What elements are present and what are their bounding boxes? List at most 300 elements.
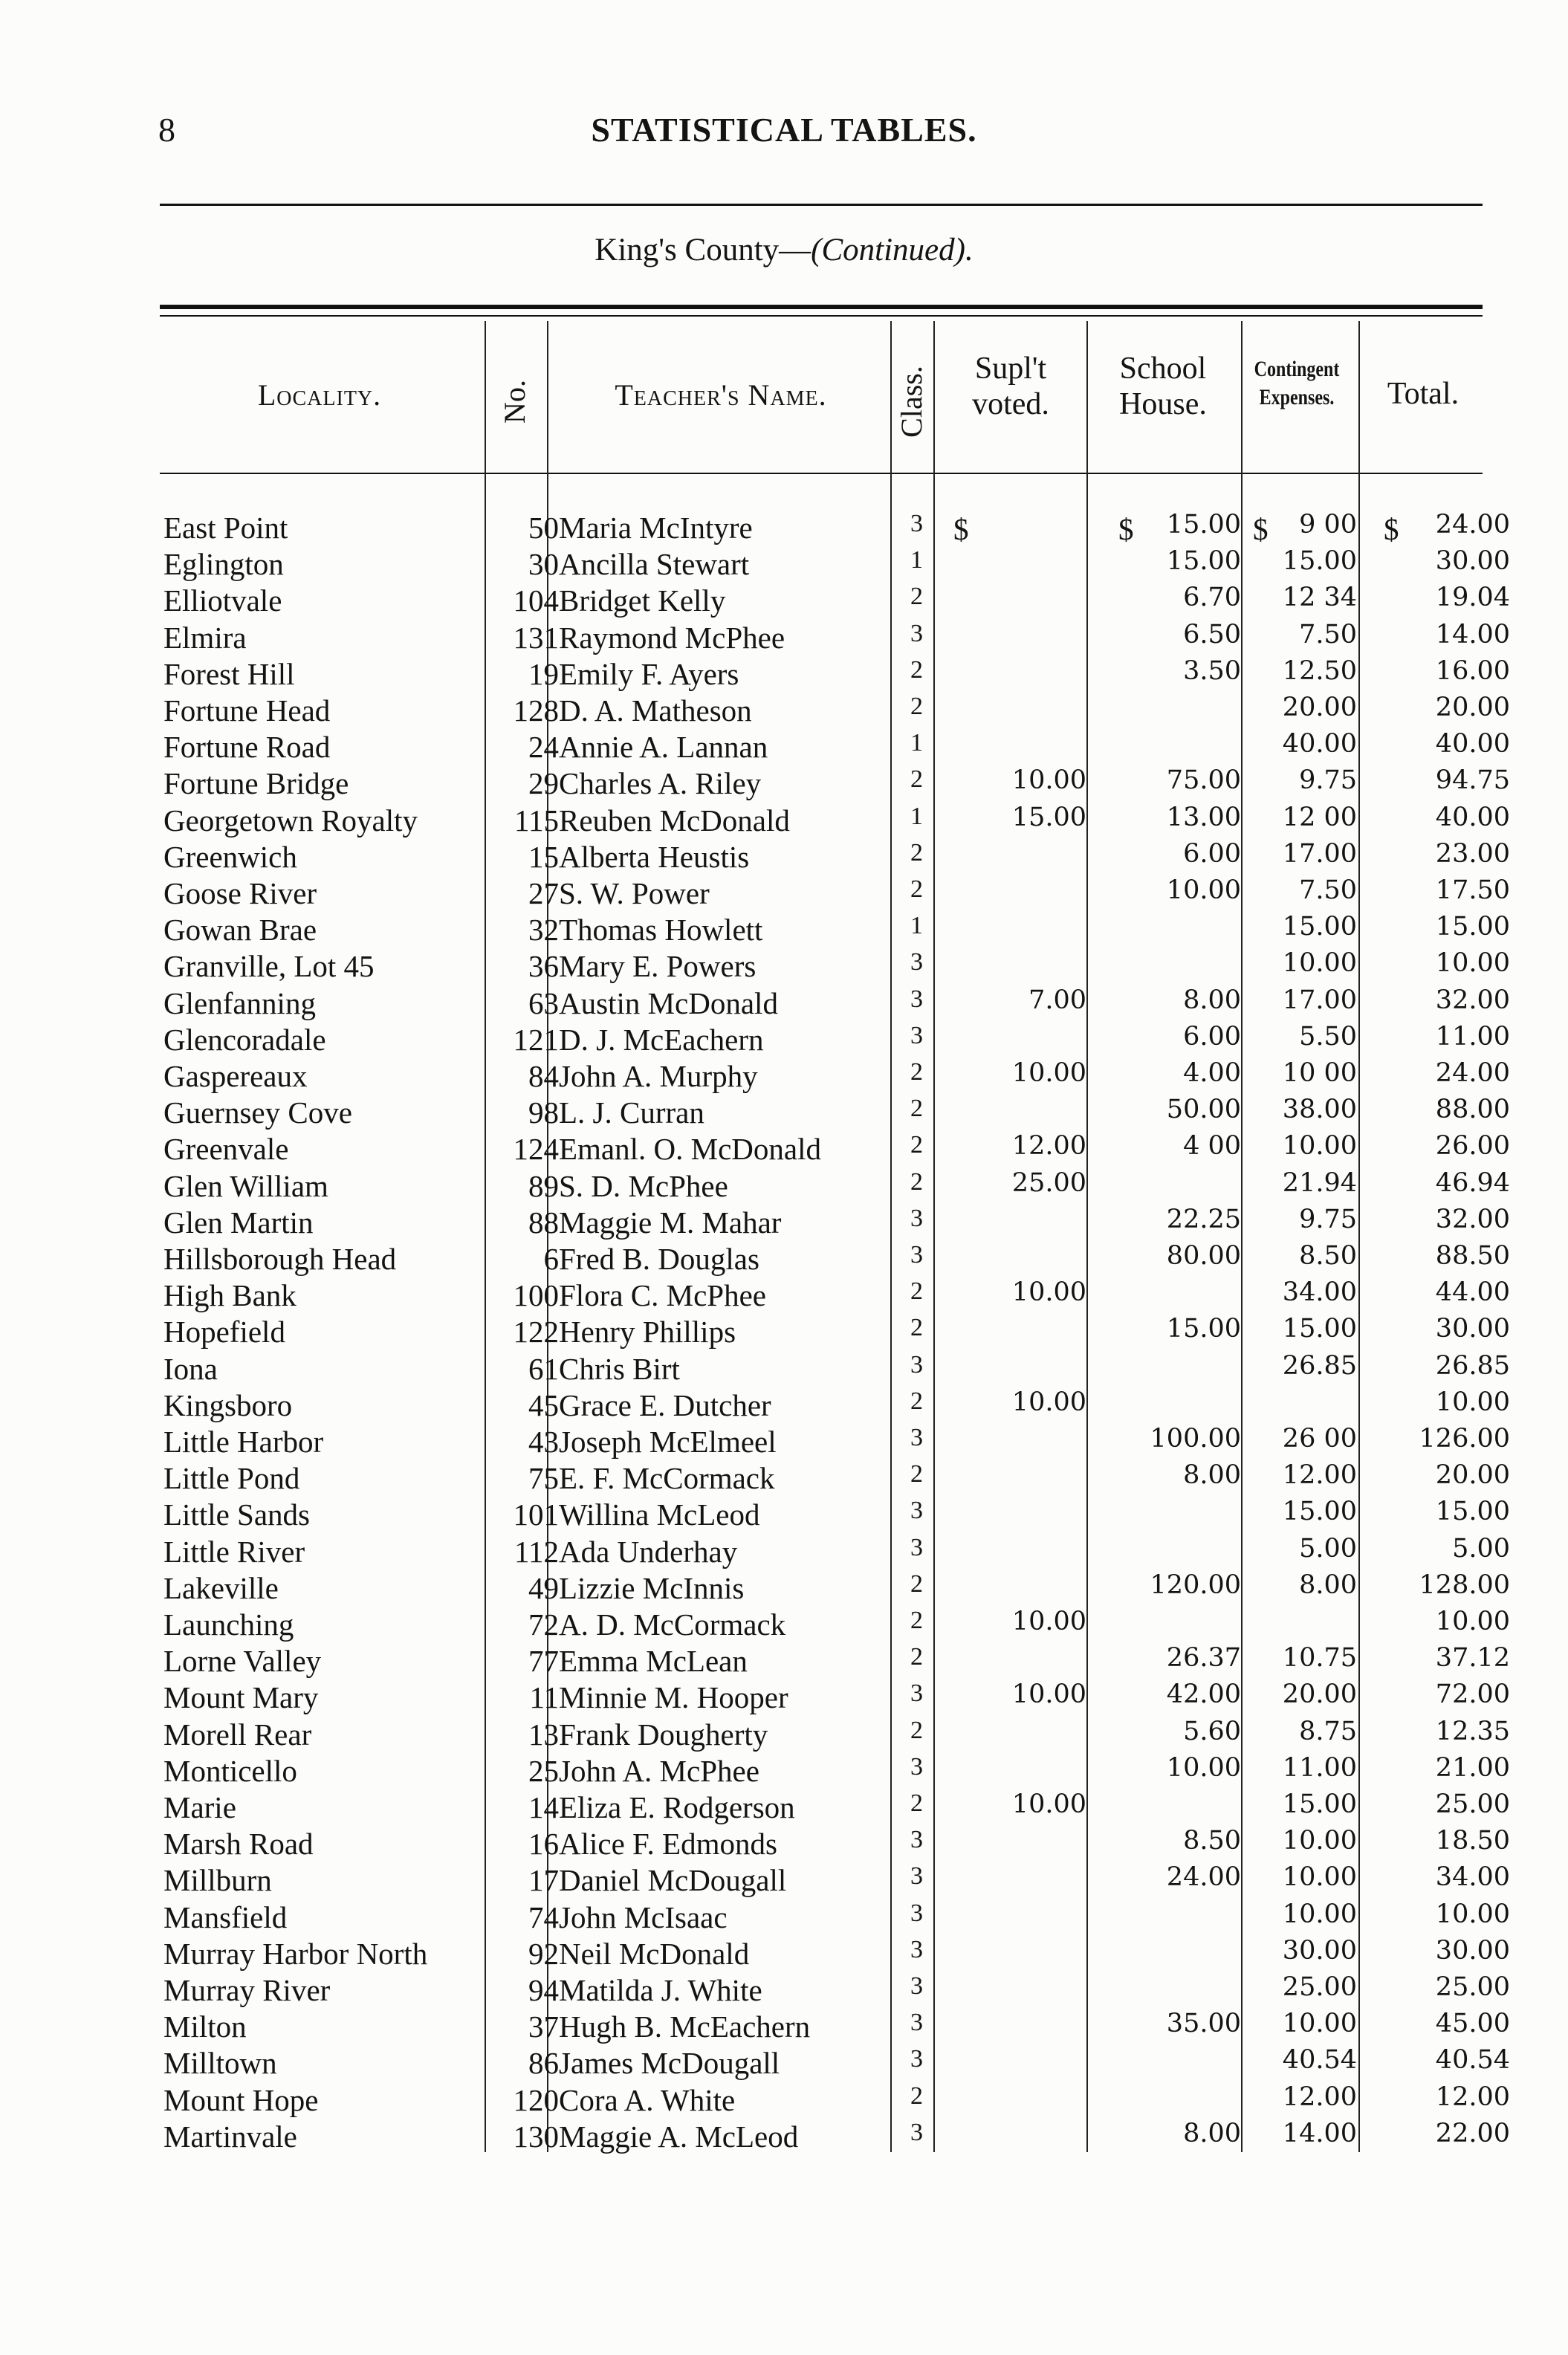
class-cell: 3 (910, 1972, 923, 2000)
number-cell: 37 (528, 2009, 559, 2044)
table-row (0, 1351, 1568, 1387)
total-dollar-sign: $ (1384, 512, 1399, 546)
total-cell: 30.00 (1435, 546, 1510, 577)
class-cell: 3 (910, 1424, 923, 1451)
teacher-name-cell: D. J. McEachern (559, 1022, 764, 1057)
class-cell: 3 (910, 1533, 923, 1561)
table-row (0, 510, 1568, 546)
total-cell: 40.00 (1435, 729, 1510, 759)
teacher-name-cell: Ancilla Stewart (559, 547, 750, 582)
teacher-name-cell: Maggie A. McLeod (559, 2119, 799, 2154)
table-row (0, 765, 1568, 802)
teacher-name-cell: Alberta Heustis (559, 839, 750, 874)
contingent-expenses-cell: 9.75 (1299, 1204, 1357, 1234)
number-cell: 77 (528, 1644, 559, 1679)
number-cell: 15 (528, 839, 559, 874)
total-cell: 30.00 (1435, 1314, 1510, 1344)
school-house-cell: 50.00 (1166, 1095, 1241, 1125)
suplt-voted-cell: 10.00 (1011, 765, 1086, 796)
school-house-cell: 15.00 (1166, 546, 1241, 577)
teacher-name-cell: Hugh B. McEachern (559, 2009, 811, 2044)
number-cell: 25 (528, 1753, 559, 1788)
teacher-name-cell: Chris Birt (559, 1351, 680, 1386)
contingent-expenses-cell: 38.00 (1282, 1095, 1357, 1125)
number-cell: 49 (528, 1570, 559, 1605)
locality-cell: Mansfield (163, 1899, 288, 1934)
suplt-voted-cell: 10.00 (1011, 1607, 1086, 1636)
teacher-name-cell: Maggie M. Mahar (559, 1205, 782, 1240)
header-no: No. (497, 379, 531, 424)
number-cell: 19 (528, 656, 559, 691)
teacher-name-cell: L. J. Curran (559, 1095, 704, 1130)
total-cell: 10.00 (1435, 1899, 1510, 1929)
contingent-expenses-cell: 12 34 (1282, 583, 1357, 613)
class-cell: 3 (910, 948, 923, 976)
suplt-voted-cell: 12.00 (1011, 1131, 1086, 1162)
teacher-name-cell: Joseph McElmeel (559, 1425, 777, 1459)
contingent-expenses-cell: 10.00 (1282, 948, 1357, 979)
page-title: STATISTICAL TABLES. (591, 111, 977, 149)
header-double-rule-bottom (160, 315, 1483, 317)
total-cell: 44.00 (1435, 1277, 1510, 1308)
class-cell: 3 (910, 1241, 923, 1269)
table-row (0, 1387, 1568, 1424)
number-cell: 11 (529, 1680, 559, 1715)
table-row (0, 620, 1568, 656)
locality-cell: Lakeville (163, 1570, 279, 1605)
number-cell: 17 (528, 1863, 559, 1898)
contingent-expenses-cell: 12 00 (1282, 802, 1357, 832)
class-cell: 1 (910, 729, 923, 757)
school-house-cell: 42.00 (1166, 1679, 1241, 1710)
class-cell: 2 (910, 1716, 923, 1744)
locality-cell: Murray River (163, 1973, 331, 2007)
suplt-voted-cell: 25.00 (1011, 1167, 1086, 1198)
class-cell: 2 (910, 838, 923, 866)
school-house-cell: 4.00 (1183, 1058, 1241, 1088)
teacher-name-cell: Minnie M. Hooper (559, 1680, 788, 1715)
contingent-expenses-cell: 15.00 (1282, 1789, 1357, 1819)
total-cell: 10.00 (1435, 1387, 1510, 1417)
header-locality: Locality. (257, 378, 382, 412)
contingent-expenses-cell: 34.00 (1282, 1277, 1357, 1308)
class-cell: 2 (910, 1131, 923, 1159)
number-cell: 130 (513, 2119, 559, 2154)
school-house-cell: 13.00 (1166, 802, 1241, 832)
contingent-expenses-cell: 40.54 (1282, 2045, 1357, 2076)
contingent-expenses-cell: 8.75 (1299, 1716, 1357, 1746)
teacher-name-cell: Daniel McDougall (559, 1863, 787, 1898)
total-cell: 24.00 (1435, 1058, 1510, 1088)
number-cell: 88 (528, 1205, 559, 1240)
class-cell: 3 (910, 1752, 923, 1781)
locality-cell: Greenwich (163, 839, 297, 874)
total-cell: 20.00 (1435, 693, 1510, 722)
table-row (0, 1826, 1568, 1862)
contingent-expenses-cell: 15.00 (1282, 546, 1357, 577)
contingent-expenses-cell: 17.00 (1282, 838, 1357, 869)
class-cell: 2 (910, 1167, 923, 1196)
locality-cell: Mount Mary (163, 1680, 319, 1715)
contingent-expenses-cell: 20.00 (1282, 1679, 1357, 1710)
table-row (0, 1460, 1568, 1497)
class-cell: 2 (910, 655, 923, 684)
number-cell: 122 (513, 1315, 559, 1350)
total-cell: 24.00 (1435, 510, 1510, 540)
school-house-cell: 8.00 (1183, 2118, 1241, 2148)
locality-cell: Forest Hill (163, 656, 295, 691)
teacher-name-cell: John McIsaac (559, 1899, 728, 1934)
number-cell: 32 (528, 913, 559, 947)
total-cell: 26.00 (1435, 1131, 1510, 1162)
header-school-house: School House. (1119, 352, 1207, 421)
school-house-cell: 35.00 (1166, 2009, 1241, 2039)
teacher-name-cell: Matilda J. White (559, 1973, 762, 2007)
school-house-cell: 6.70 (1183, 583, 1241, 613)
class-cell: 2 (910, 875, 923, 903)
school-house-cell: 6.00 (1183, 838, 1241, 869)
class-cell: 2 (910, 1607, 923, 1634)
locality-cell: Glen Martin (163, 1205, 314, 1240)
teacher-name-cell: S. W. Power (559, 876, 710, 910)
total-cell: 11.00 (1435, 1021, 1510, 1052)
total-cell: 18.50 (1435, 1826, 1510, 1856)
number-cell: 6 (543, 1242, 559, 1276)
table-row (0, 1277, 1568, 1314)
contingent-expenses-cell: 8.50 (1299, 1241, 1357, 1271)
class-cell: 2 (910, 583, 923, 611)
class-cell: 3 (910, 1021, 923, 1049)
header-no-wrap (485, 349, 544, 453)
suplt-voted-cell: 10.00 (1011, 1277, 1086, 1308)
number-cell: 16 (528, 1827, 559, 1862)
number-cell: 29 (528, 766, 559, 801)
suplt-voted-cell: 15.00 (1011, 802, 1086, 832)
contingent-expenses-cell: 12.00 (1282, 2082, 1357, 2112)
table-row (0, 912, 1568, 948)
total-cell: 30.00 (1435, 1935, 1510, 1966)
number-cell: 112 (514, 1534, 559, 1569)
school-house-cell: 6.50 (1183, 619, 1241, 650)
contingent-expenses-cell: 14.00 (1282, 2118, 1357, 2148)
total-cell: 14.00 (1435, 619, 1510, 650)
teacher-name-cell: S. D. McPhee (559, 1168, 728, 1203)
number-cell: 86 (528, 2046, 559, 2081)
header-suplt-voted: Supl't voted. (972, 352, 1049, 421)
table-row (0, 1899, 1568, 1936)
contingent-expenses-cell: 15.00 (1282, 1314, 1357, 1344)
locality-cell: Murray Harbor North (163, 1936, 428, 1971)
locality-cell: East Point (163, 511, 288, 545)
table-row (0, 1789, 1568, 1826)
class-cell: 3 (910, 1862, 923, 1891)
contingent-expenses-cell: 20.00 (1282, 693, 1357, 722)
teacher-name-cell: Maria McIntyre (559, 511, 753, 545)
locality-cell: Millburn (163, 1863, 272, 1898)
number-cell: 84 (528, 1059, 559, 1093)
contingent-expenses-cell: 10 00 (1282, 1058, 1357, 1088)
locality-cell: Guernsey Cove (163, 1095, 352, 1130)
table-row (0, 1022, 1568, 1058)
school-house-cell: 10.00 (1166, 875, 1241, 905)
teacher-name-cell: Neil McDonald (559, 1936, 750, 1971)
total-cell: 128.00 (1419, 1570, 1510, 1600)
class-cell: 3 (910, 1935, 923, 1963)
table-row (0, 1570, 1568, 1607)
contingent-expenses-cell: 7.50 (1299, 619, 1357, 650)
table-row (0, 1314, 1568, 1350)
total-cell: 40.00 (1435, 802, 1510, 832)
total-cell: 37.12 (1435, 1643, 1510, 1674)
contingent-expenses-cell: 10.00 (1282, 1826, 1357, 1856)
class-cell: 3 (910, 1350, 923, 1379)
contingent-expenses-cell: 25.00 (1282, 1972, 1357, 2002)
suplt-dollar-sign: $ (953, 512, 969, 546)
number-cell: 50 (528, 511, 559, 545)
contingent-expenses-cell: 15.00 (1282, 912, 1357, 942)
total-cell: 20.00 (1435, 1460, 1510, 1491)
contingent-expenses-cell: 21.94 (1282, 1167, 1357, 1198)
teacher-name-cell: Charles A. Riley (559, 766, 762, 801)
number-cell: 45 (528, 1387, 559, 1422)
table-row (0, 1753, 1568, 1789)
total-cell: 10.00 (1435, 948, 1510, 979)
class-cell: 3 (910, 510, 923, 537)
school-house-cell: 8.00 (1183, 1460, 1241, 1491)
table-row (0, 1534, 1568, 1570)
locality-cell: Marie (163, 1790, 236, 1824)
top-rule (160, 204, 1483, 206)
number-cell: 128 (513, 693, 559, 728)
total-cell: 10.00 (1435, 1607, 1510, 1636)
total-cell: 23.00 (1435, 838, 1510, 869)
class-cell: 3 (910, 1204, 923, 1232)
locality-cell: Gowan Brae (163, 913, 317, 947)
locality-cell: Eglington (163, 547, 284, 582)
class-cell: 2 (910, 1314, 923, 1342)
suplt-voted-cell: 10.00 (1011, 1789, 1086, 1819)
number-cell: 94 (528, 1973, 559, 2007)
contingent-expenses-cell: 10.75 (1282, 1643, 1357, 1674)
table-row (0, 875, 1568, 912)
suplt-voted-cell: 10.00 (1011, 1679, 1086, 1710)
class-cell: 3 (910, 1899, 923, 1927)
teacher-name-cell: Lizzie McInnis (559, 1570, 745, 1605)
locality-cell: Fortune Road (163, 730, 331, 765)
table-row (0, 2045, 1568, 2082)
school-house-cell: 3.50 (1183, 655, 1241, 686)
table-row (0, 1205, 1568, 1241)
school-dollar-sign: $ (1118, 512, 1134, 546)
table-row (0, 1607, 1568, 1643)
school-house-cell: 8.00 (1183, 985, 1241, 1015)
locality-cell: Iona (163, 1351, 218, 1386)
total-cell: 15.00 (1435, 1497, 1510, 1527)
suplt-voted-cell: 10.00 (1011, 1058, 1086, 1088)
teacher-name-cell: Cora A. White (559, 2082, 736, 2117)
locality-cell: High Bank (163, 1278, 297, 1313)
total-cell: 88.50 (1435, 1241, 1510, 1271)
total-cell: 15.00 (1435, 912, 1510, 942)
locality-cell: Marsh Road (163, 1827, 314, 1862)
class-cell: 3 (910, 1826, 923, 1854)
table-row (0, 948, 1568, 985)
number-cell: 27 (528, 876, 559, 910)
total-cell: 17.50 (1435, 875, 1510, 905)
school-house-cell: 80.00 (1166, 1241, 1241, 1271)
header-contingent-expenses: Contingent Expenses. (1254, 357, 1340, 409)
total-cell: 46.94 (1435, 1167, 1510, 1198)
teacher-name-cell: Eliza E. Rodgerson (559, 1790, 795, 1824)
number-cell: 131 (513, 620, 559, 655)
total-cell: 45.00 (1435, 2009, 1510, 2039)
total-cell: 19.04 (1435, 583, 1510, 613)
class-cell: 1 (910, 912, 923, 940)
school-house-cell: 22.25 (1166, 1204, 1241, 1234)
class-cell: 3 (910, 2009, 923, 2037)
locality-cell: Kingsboro (163, 1387, 293, 1422)
table-row (0, 2082, 1568, 2119)
locality-cell: Fortune Bridge (163, 766, 349, 801)
page-number: 8 (158, 111, 175, 149)
locality-cell: Milltown (163, 2046, 277, 2081)
locality-cell: Gaspereaux (163, 1059, 308, 1093)
contingent-expenses-cell: 40.00 (1282, 729, 1357, 759)
teacher-name-cell: E. F. McCormack (559, 1461, 775, 1496)
number-cell: 124 (513, 1132, 559, 1167)
table-row (0, 693, 1568, 729)
suplt-voted-cell: 10.00 (1011, 1387, 1086, 1417)
school-house-cell: 8.50 (1183, 1826, 1241, 1856)
table-row (0, 1643, 1568, 1679)
number-cell: 120 (513, 2082, 559, 2117)
school-house-cell: 75.00 (1166, 765, 1241, 796)
locality-cell: Hillsborough Head (163, 1242, 397, 1276)
teacher-name-cell: Fred B. Douglas (559, 1242, 759, 1276)
locality-cell: Mount Hope (163, 2082, 319, 2117)
total-cell: 34.00 (1435, 1862, 1510, 1893)
header-bottom-rule (160, 473, 1483, 474)
number-cell: 121 (513, 1022, 559, 1057)
teacher-name-cell: Grace E. Dutcher (559, 1387, 771, 1422)
contingent-expenses-cell: 9 00 (1299, 510, 1357, 540)
class-cell: 1 (910, 546, 923, 574)
teacher-name-cell: Henry Phillips (559, 1315, 736, 1350)
locality-cell: Fortune Head (163, 693, 331, 728)
table-row (0, 546, 1568, 583)
number-cell: 24 (528, 730, 559, 765)
locality-cell: Glenfanning (163, 985, 316, 1020)
total-cell: 88.00 (1435, 1095, 1510, 1125)
locality-cell: Glen William (163, 1168, 328, 1203)
table-row (0, 1131, 1568, 1167)
locality-cell: Granville, Lot 45 (163, 949, 375, 984)
teacher-name-cell: Emanl. O. McDonald (559, 1132, 821, 1167)
school-house-cell: 100.00 (1150, 1424, 1241, 1454)
contingent-expenses-cell: 8.00 (1299, 1570, 1357, 1600)
teacher-name-cell: D. A. Matheson (559, 693, 752, 728)
contingent-expenses-cell: 12.50 (1282, 655, 1357, 686)
table-row (0, 985, 1568, 1022)
contingent-expenses-cell: 10.00 (1282, 1899, 1357, 1929)
total-cell: 26.85 (1435, 1350, 1510, 1381)
contingent-expenses-cell: 5.50 (1299, 1021, 1357, 1052)
locality-cell: Launching (163, 1607, 294, 1642)
locality-cell: Morell Rear (163, 1717, 312, 1752)
teacher-name-cell: Mary E. Powers (559, 949, 757, 984)
class-cell: 2 (910, 1387, 923, 1415)
number-cell: 104 (513, 583, 559, 618)
table-row (0, 656, 1568, 693)
number-cell: 115 (514, 803, 559, 838)
table-row (0, 839, 1568, 875)
school-house-cell: 6.00 (1183, 1021, 1241, 1052)
number-cell: 14 (528, 1790, 559, 1824)
table-row (0, 2009, 1568, 2045)
table-row (0, 583, 1568, 619)
locality-cell: Little Pond (163, 1461, 300, 1496)
number-cell: 92 (528, 1936, 559, 1971)
class-cell: 2 (910, 1058, 923, 1086)
contingent-expenses-cell: 15.00 (1282, 1497, 1357, 1527)
school-house-cell: 26.37 (1166, 1643, 1241, 1674)
class-cell: 1 (910, 802, 923, 830)
class-cell: 3 (910, 619, 923, 647)
locality-cell: Elmira (163, 620, 247, 655)
total-cell: 126.00 (1419, 1424, 1510, 1454)
contingent-expenses-cell: 10.00 (1282, 1862, 1357, 1893)
class-cell: 2 (910, 2082, 923, 2110)
class-cell: 3 (910, 2118, 923, 2146)
contingent-expenses-cell: 26.85 (1282, 1350, 1357, 1381)
school-house-cell: 15.00 (1166, 510, 1241, 540)
number-cell: 63 (528, 985, 559, 1020)
locality-cell: Georgetown Royalty (163, 803, 418, 838)
number-cell: 98 (528, 1095, 559, 1130)
header-total: Total. (1387, 377, 1460, 411)
header-class-wrap (888, 342, 934, 461)
teacher-name-cell: Bridget Kelly (559, 583, 726, 618)
school-house-cell: 24.00 (1166, 1862, 1241, 1893)
teacher-name-cell: James McDougall (559, 2046, 780, 2081)
school-house-cell: 15.00 (1166, 1314, 1241, 1344)
locality-cell: Little Sands (163, 1497, 311, 1532)
class-cell: 3 (910, 985, 923, 1013)
header-teacher-name: Teacher's Name. (615, 378, 827, 412)
teacher-name-cell: Willina McLeod (559, 1497, 760, 1532)
table-row (0, 729, 1568, 765)
teacher-name-cell: Alice F. Edmonds (559, 1827, 777, 1862)
locality-cell: Milton (163, 2009, 247, 2044)
teacher-name-cell: Thomas Howlett (559, 913, 763, 947)
teacher-name-cell: John A. McPhee (559, 1753, 759, 1788)
table-row (0, 1058, 1568, 1095)
contingent-expenses-cell: 26 00 (1282, 1424, 1357, 1454)
total-cell: 5.00 (1452, 1533, 1510, 1564)
total-cell: 25.00 (1435, 1789, 1510, 1819)
number-cell: 74 (528, 1899, 559, 1934)
teacher-name-cell: Emma McLean (559, 1644, 748, 1679)
number-cell: 100 (513, 1278, 559, 1313)
class-cell: 2 (910, 1095, 923, 1123)
number-cell: 72 (528, 1607, 559, 1642)
total-cell: 25.00 (1435, 1972, 1510, 2002)
total-cell: 22.00 (1435, 2118, 1510, 2148)
locality-cell: Greenvale (163, 1132, 289, 1167)
contingent-expenses-cell: 12.00 (1282, 1460, 1357, 1491)
teacher-name-cell: Frank Dougherty (559, 1717, 768, 1752)
number-cell: 30 (528, 547, 559, 582)
